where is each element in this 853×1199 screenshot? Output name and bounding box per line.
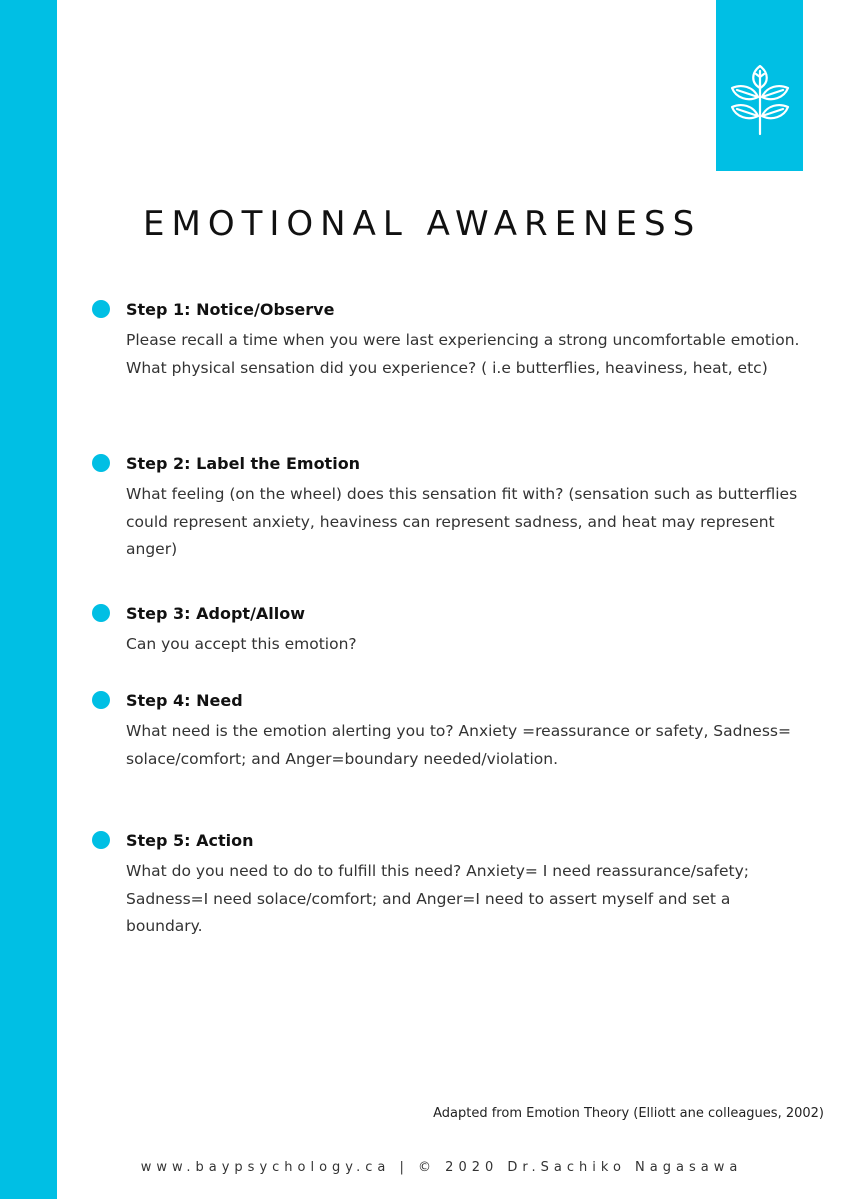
step-body: Please recall a time when you were last experiencing a strong uncomfortable emotion. What physical sensation did you experience? ( i.e butterflies, heaviness, heat, etc) <box>126 331 800 377</box>
citation: Adapted from Emotion Theory (Elliott ane colleagues, 2002) <box>433 1106 824 1121</box>
step-title: Step 5: Action <box>126 831 254 850</box>
step-title: Step 2: Label the Emotion <box>126 454 361 473</box>
step-title: Step 1: Notice/Observe <box>126 300 335 319</box>
page-title: EMOTIONAL AWARENESS <box>143 204 702 244</box>
bullet-icon <box>92 454 110 472</box>
step-body: What need is the emotion alerting you to? Anxiety =reassurance or safety, Sadness= solace/comfort; and Anger=boundary needed/violation. <box>126 722 791 768</box>
logo-box <box>716 0 803 171</box>
step-title: Step 4: Need <box>126 691 243 710</box>
leaf-branch-icon <box>727 64 793 136</box>
step-body: Can you accept this emotion? <box>126 635 357 653</box>
bullet-icon <box>92 300 110 318</box>
step-title: Step 3: Adopt/Allow <box>126 604 306 623</box>
step-body: What do you need to do to fulfill this need? Anxiety= I need reassurance/safety; Sadness=I need solace/comfort; and Anger=I need to assert myself and set a boundary. <box>126 862 750 935</box>
bullet-icon <box>92 604 110 622</box>
bullet-icon <box>92 831 110 849</box>
left-accent-bar <box>0 0 57 1199</box>
footer: www.baypsychology.ca | © 2020 Dr.Sachiko Nagasawa <box>140 1160 743 1175</box>
bullet-icon <box>92 691 110 709</box>
step-body: What feeling (on the wheel) does this sensation fit with? (sensation such as butterflies could represent anxiety, heaviness can represent sadness, and heat may represent anger) <box>126 485 798 558</box>
